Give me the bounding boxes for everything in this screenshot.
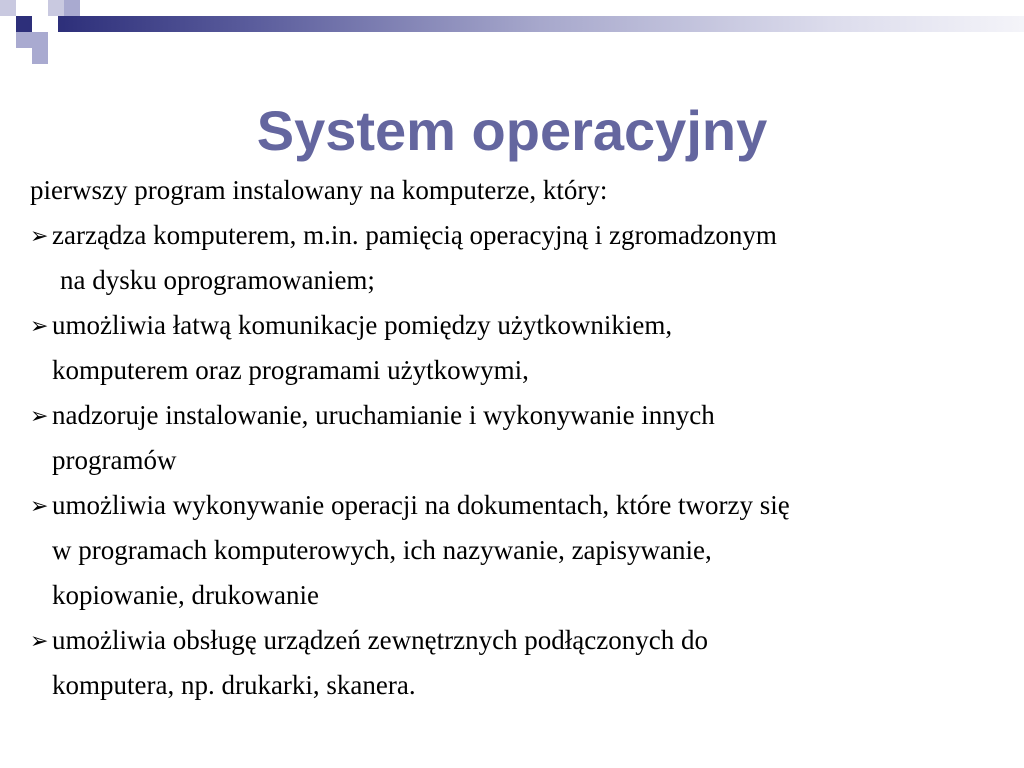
header-decoration xyxy=(0,0,1024,70)
bullet-line: umożliwia obsługę urządzeń zewnętrznych podłączonych do xyxy=(52,625,708,655)
bullet-item xyxy=(30,483,1020,618)
deco-square xyxy=(16,32,32,48)
deco-square xyxy=(64,0,80,16)
bullet-line: kopiowanie, drukowanie xyxy=(52,580,319,610)
deco-square xyxy=(32,32,48,48)
slide-title: System operacyjny xyxy=(256,99,768,162)
deco-square xyxy=(16,16,32,32)
slide-body xyxy=(30,168,1020,708)
arrow-bullet-icon: ➢ xyxy=(30,223,49,248)
bullet-line: programów xyxy=(52,445,177,475)
bullet-line: umożliwia łatwą komunikacje pomiędzy użytkownikiem, xyxy=(52,310,673,340)
deco-square xyxy=(32,48,48,64)
deco-square xyxy=(16,0,32,16)
bullet-line: w programach komputerowych, ich nazywanie, zapisywanie, xyxy=(52,535,712,565)
arrow-bullet-icon: ➢ xyxy=(30,628,49,653)
bullet-line: umożliwia wykonywanie operacji na dokumentach, które tworzy się xyxy=(52,490,790,520)
arrow-bullet-icon: ➢ xyxy=(30,493,49,518)
bullet-line: komputerem oraz programami użytkowymi, xyxy=(52,355,529,385)
bullet-line: nadzoruje instalowanie, uruchamianie i wykonywanie innych xyxy=(52,400,715,430)
deco-square xyxy=(0,0,16,16)
intro-text: pierwszy program instalowany na komputerze, który: xyxy=(30,175,608,205)
bullet-item xyxy=(30,393,1020,483)
bullet-item xyxy=(30,618,1020,708)
bullet-line: na dysku oprogramowaniem; xyxy=(60,265,375,295)
bullet-item xyxy=(30,213,1020,303)
arrow-bullet-icon: ➢ xyxy=(30,313,49,338)
deco-square xyxy=(48,0,64,16)
bullet-item xyxy=(30,303,1020,393)
bullet-line: komputera, np. drukarki, skanera. xyxy=(52,670,416,700)
deco-square xyxy=(32,16,48,32)
arrow-bullet-icon: ➢ xyxy=(30,403,49,428)
gradient-band xyxy=(58,16,1024,32)
bullet-line: zarządza komputerem, m.in. pamięcią operacyjną i zgromadzonym xyxy=(52,220,777,250)
